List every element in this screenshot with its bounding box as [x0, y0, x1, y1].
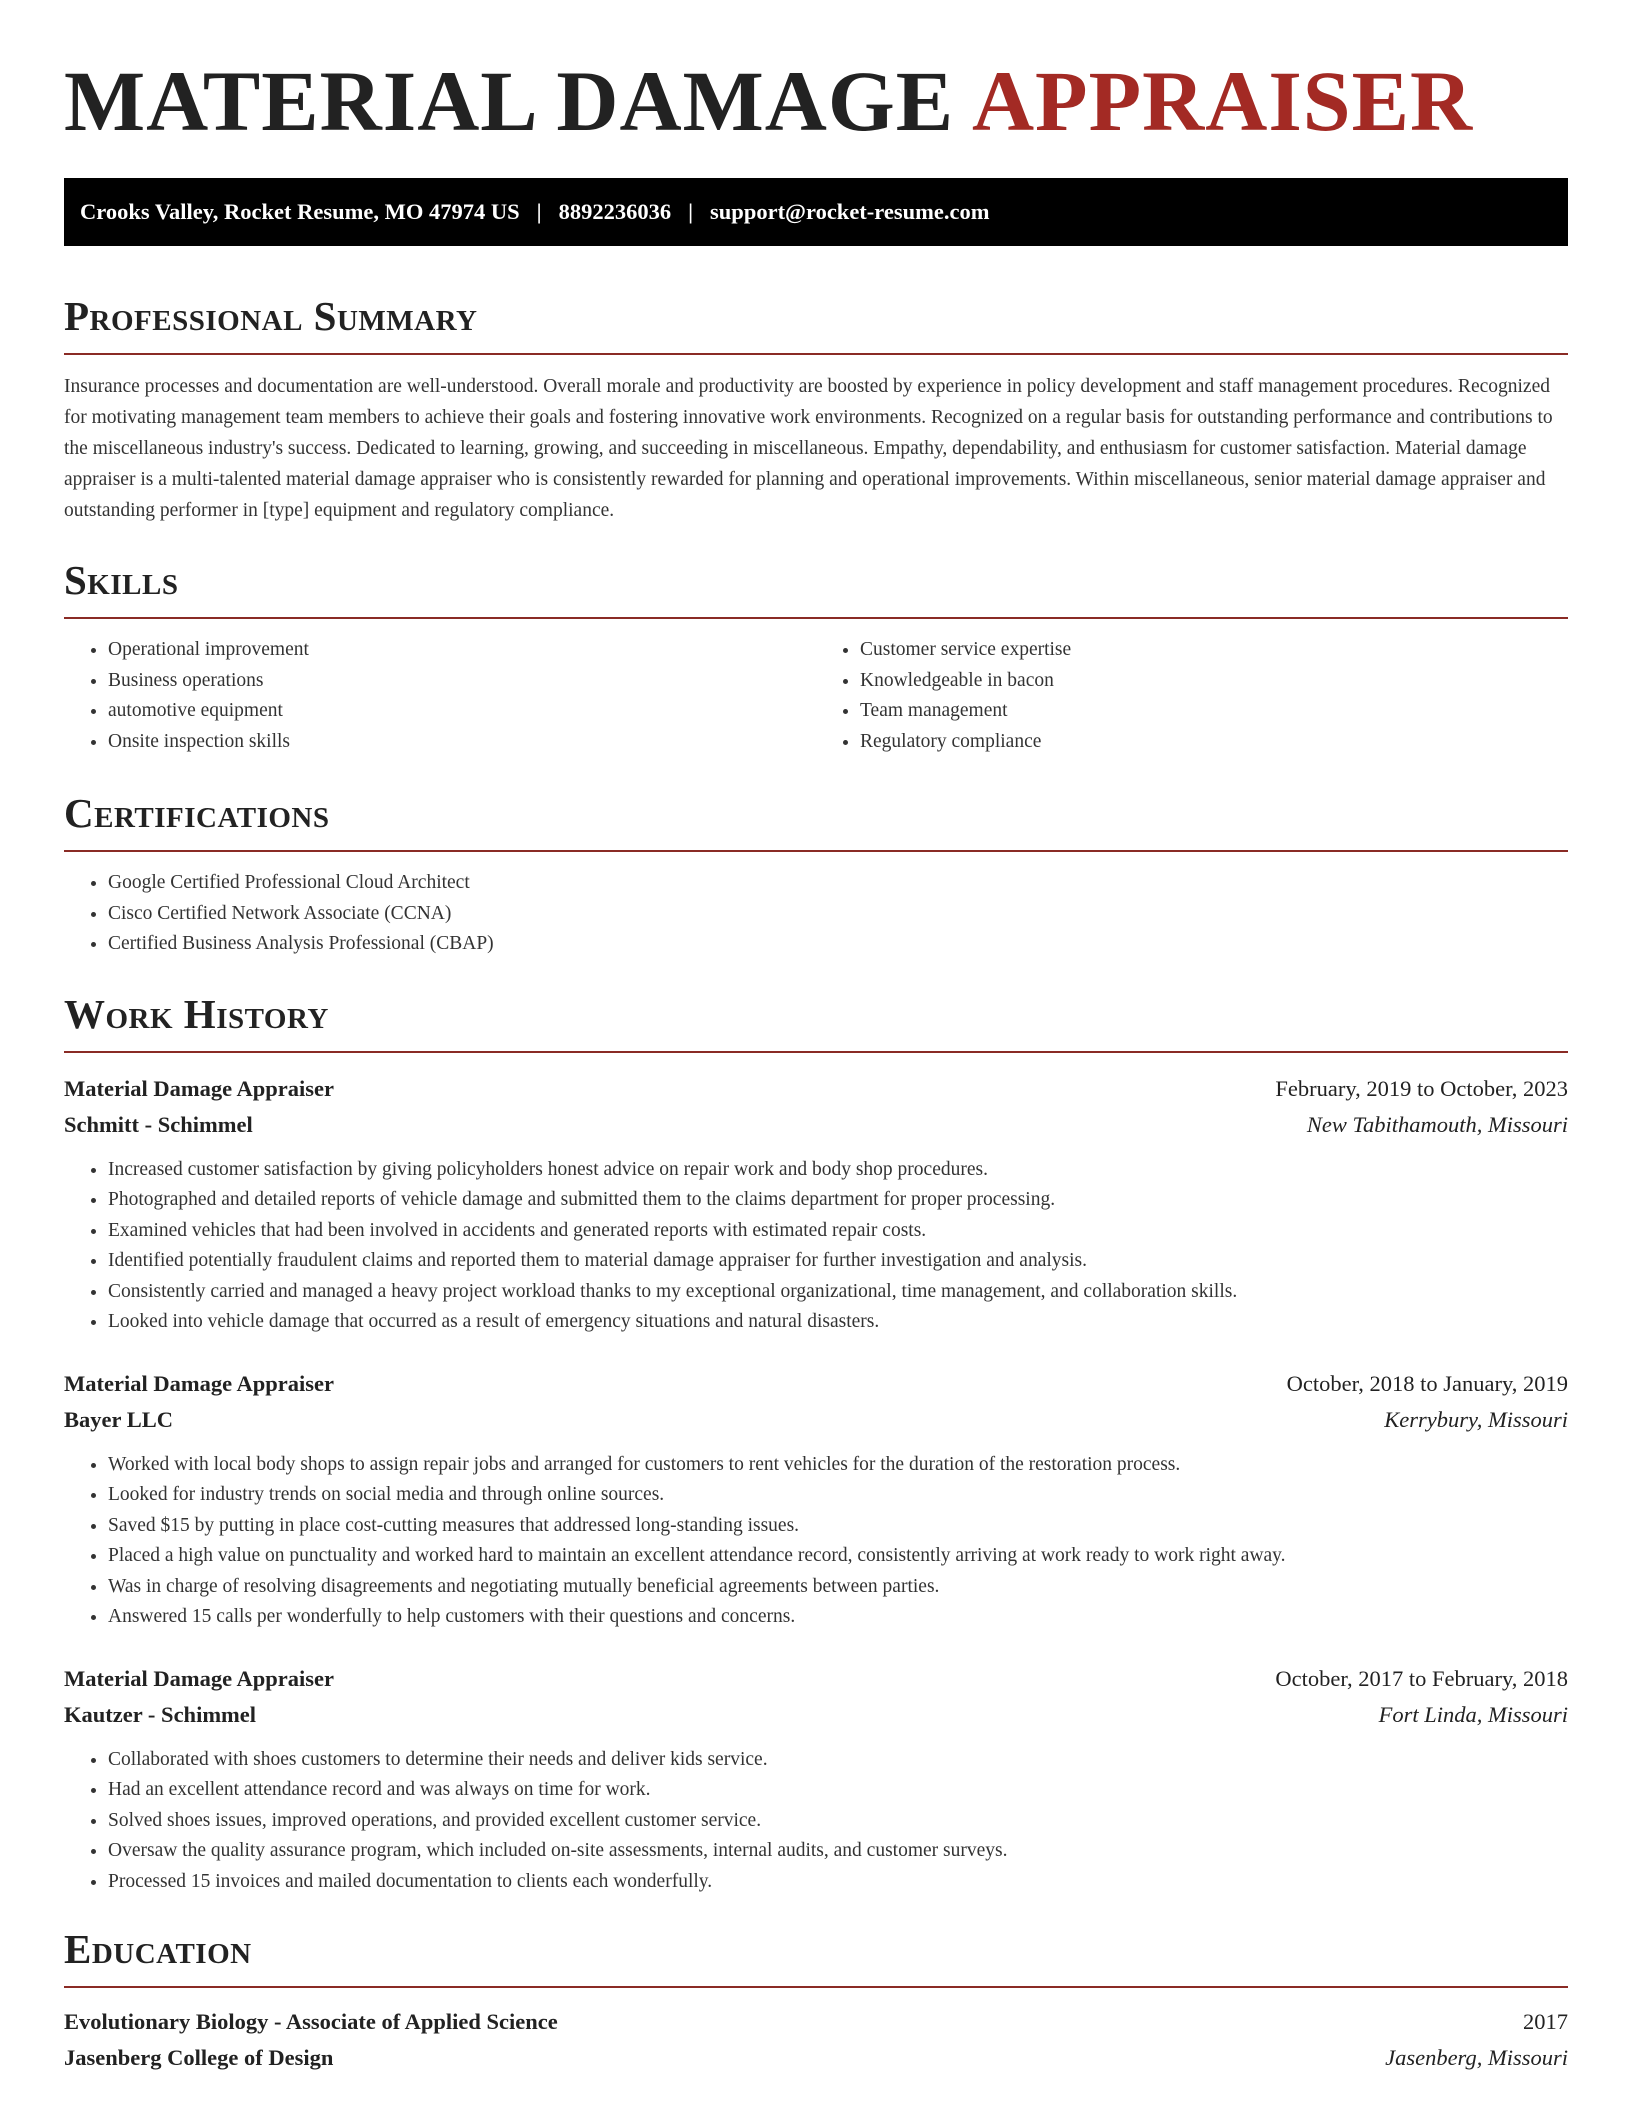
section-divider — [64, 353, 1568, 355]
name-last: APPRAISER — [971, 53, 1474, 149]
skill-item: • Team management — [860, 696, 1568, 727]
job-dates: October, 2018 to January, 2019 — [1286, 1370, 1568, 1396]
certification-item: • Certified Business Analysis Professional (CBAP) — [108, 929, 1568, 960]
skill-item: • Business operations — [108, 666, 816, 697]
certification-item: • Cisco Certified Network Associate (CCNA) — [108, 899, 1568, 930]
education-school-row — [64, 2040, 1568, 2076]
job-duty: • Increased customer satisfaction by giving policyholders honest advice on repair work and body shop procedures. — [108, 1155, 1568, 1186]
skill-item: • Knowledgeable in bacon — [860, 666, 1568, 697]
skills-list-right — [816, 635, 1568, 757]
certifications-section — [64, 790, 1568, 960]
skills-grid — [64, 635, 1568, 757]
job-location: Fort Linda, Missouri — [1378, 1701, 1568, 1727]
job-duty: • Worked with local body shops to assign repair jobs and arranged for customers to rent vehicles for the duration of the restoration process. — [108, 1450, 1568, 1481]
job-title: Material Damage Appraiser — [64, 1665, 334, 1691]
job-duty: • Looked into vehicle damage that occurred as a result of emergency situations and natural disasters. — [108, 1307, 1568, 1338]
section-divider — [64, 617, 1568, 619]
name-first: MATERIAL DAMAGE — [64, 53, 955, 149]
phone: 8892236036 — [558, 199, 672, 224]
section-title-certifications: Certifications — [64, 790, 330, 836]
skill-item: • Regulatory compliance — [860, 727, 1568, 758]
job-duty: • Examined vehicles that had been involved in accidents and generated reports with estimated repair costs. — [108, 1216, 1568, 1247]
job-duty: • Saved $15 by putting in place cost-cutting measures that addressed long-standing issues. — [108, 1511, 1568, 1542]
education-section — [64, 1926, 1568, 2076]
job-duty: • Identified potentially fraudulent claims and reported them to material damage appraiser for further investigation and analysis. — [108, 1246, 1568, 1277]
degree: Evolutionary Biology - Associate of Applied Science — [64, 2009, 558, 2034]
contact-separator: | — [536, 199, 542, 224]
school-name: Jasenberg College of Design — [64, 2045, 334, 2070]
job-header-row — [64, 1661, 1568, 1697]
section-divider — [64, 1051, 1568, 1053]
work-history-section — [64, 990, 1568, 1898]
company-name: Kautzer - Schimmel — [64, 1701, 257, 1727]
job-duty: • Processed 15 invoices and mailed documentation to clients each wonderfully. — [108, 1867, 1568, 1898]
summary-text: Insurance processes and documentation are well-understood. Overall morale and productivity are boosted by experience in policy development and staff management procedures. Recognized for motivating management team members to achieve their goals and fostering innovative work environments. Recognized on a regular basis for outstanding performance and contributions to the miscellaneous industry's success. Dedicated to learning, growing, and succeeding in miscellaneous. Empathy, dependability, and enthusiasm for customer satisfaction. Material damage appraiser is a multi-talented material damage appraiser who is consistently rewarded for planning and operational improvements. Within miscellaneous, senior material damage appraiser and outstanding performer in [type] equipment and regulatory compliance. — [64, 376, 1553, 521]
job-company-row — [64, 1402, 1568, 1438]
job-duty: • Collaborated with shoes customers to determine their needs and deliver kids service. — [108, 1745, 1568, 1776]
company-name: Schmitt - Schimmel — [64, 1111, 253, 1137]
job-entry — [64, 1366, 1568, 1633]
education-header-row — [64, 2004, 1568, 2040]
job-entry — [64, 1661, 1568, 1898]
company-name: Bayer LLC — [64, 1406, 173, 1432]
section-title-education: Education — [64, 1926, 252, 1972]
section-divider — [64, 850, 1568, 852]
job-entry — [64, 1071, 1568, 1338]
section-title-summary: Professional Summary — [64, 293, 478, 339]
school-location: Jasenberg, Missouri — [1385, 2045, 1568, 2070]
job-duty: • Was in charge of resolving disagreements and negotiating mutually beneficial agreements between parties. — [108, 1572, 1568, 1603]
job-duty: • Placed a high value on punctuality and worked hard to maintain an excellent attendance record, consistently arriving at work ready to work right away. — [108, 1541, 1568, 1572]
job-dates: October, 2017 to February, 2018 — [1275, 1665, 1568, 1691]
job-title: Material Damage Appraiser — [64, 1075, 334, 1101]
job-company-row — [64, 1697, 1568, 1733]
job-duties — [64, 1450, 1568, 1633]
job-header-row — [64, 1366, 1568, 1402]
section-title-skills: Skills — [64, 557, 179, 603]
job-duty: • Had an excellent attendance record and was always on time for work. — [108, 1775, 1568, 1806]
email: support@rocket-resume.com — [710, 199, 990, 224]
section-title-work-history: Work History — [64, 990, 329, 1037]
certification-item: • Google Certified Professional Cloud Architect — [108, 868, 1568, 899]
job-duty: • Solved shoes issues, improved operations, and provided excellent customer service. — [108, 1806, 1568, 1837]
summary-section — [64, 293, 1568, 526]
job-title: Material Damage Appraiser — [64, 1370, 334, 1396]
job-company-row — [64, 1107, 1568, 1143]
contact-separator: | — [688, 199, 694, 224]
job-duty: • Looked for industry trends on social media and through online sources. — [108, 1480, 1568, 1511]
job-duty: • Photographed and detailed reports of vehicle damage and submitted them to the claims department for proper processing. — [108, 1185, 1568, 1216]
job-header-row — [64, 1071, 1568, 1107]
address: Crooks Valley, Rocket Resume, MO 47974 US — [80, 199, 520, 224]
job-location: Kerrybury, Missouri — [1384, 1406, 1568, 1432]
skill-item: • automotive equipment — [108, 696, 816, 727]
job-duty: • Oversaw the quality assurance program, which included on-site assessments, internal audits, and customer surveys. — [108, 1836, 1568, 1867]
skill-item: • Onsite inspection skills — [108, 727, 816, 758]
job-duties — [64, 1155, 1568, 1338]
graduation-year: 2017 — [1523, 2009, 1568, 2034]
skills-list-left — [64, 635, 816, 757]
skill-item: • Customer service expertise — [860, 635, 1568, 666]
skills-section — [64, 557, 1568, 757]
section-divider — [64, 1986, 1568, 1988]
job-duty: • Answered 15 calls per wonderfully to help customers with their questions and concerns. — [108, 1602, 1568, 1633]
job-duty: • Consistently carried and managed a heavy project workload thanks to my exceptional organizational, time management, and collaboration skills. — [108, 1277, 1568, 1308]
candidate-name — [64, 53, 1568, 149]
job-dates: February, 2019 to October, 2023 — [1275, 1075, 1568, 1101]
skill-item: • Operational improvement — [108, 635, 816, 666]
job-location: New Tabithamouth, Missouri — [1306, 1111, 1568, 1137]
contact-bar — [64, 178, 1568, 246]
certifications-list — [64, 868, 1568, 960]
job-duties — [64, 1745, 1568, 1898]
education-entry — [64, 2004, 1568, 2076]
